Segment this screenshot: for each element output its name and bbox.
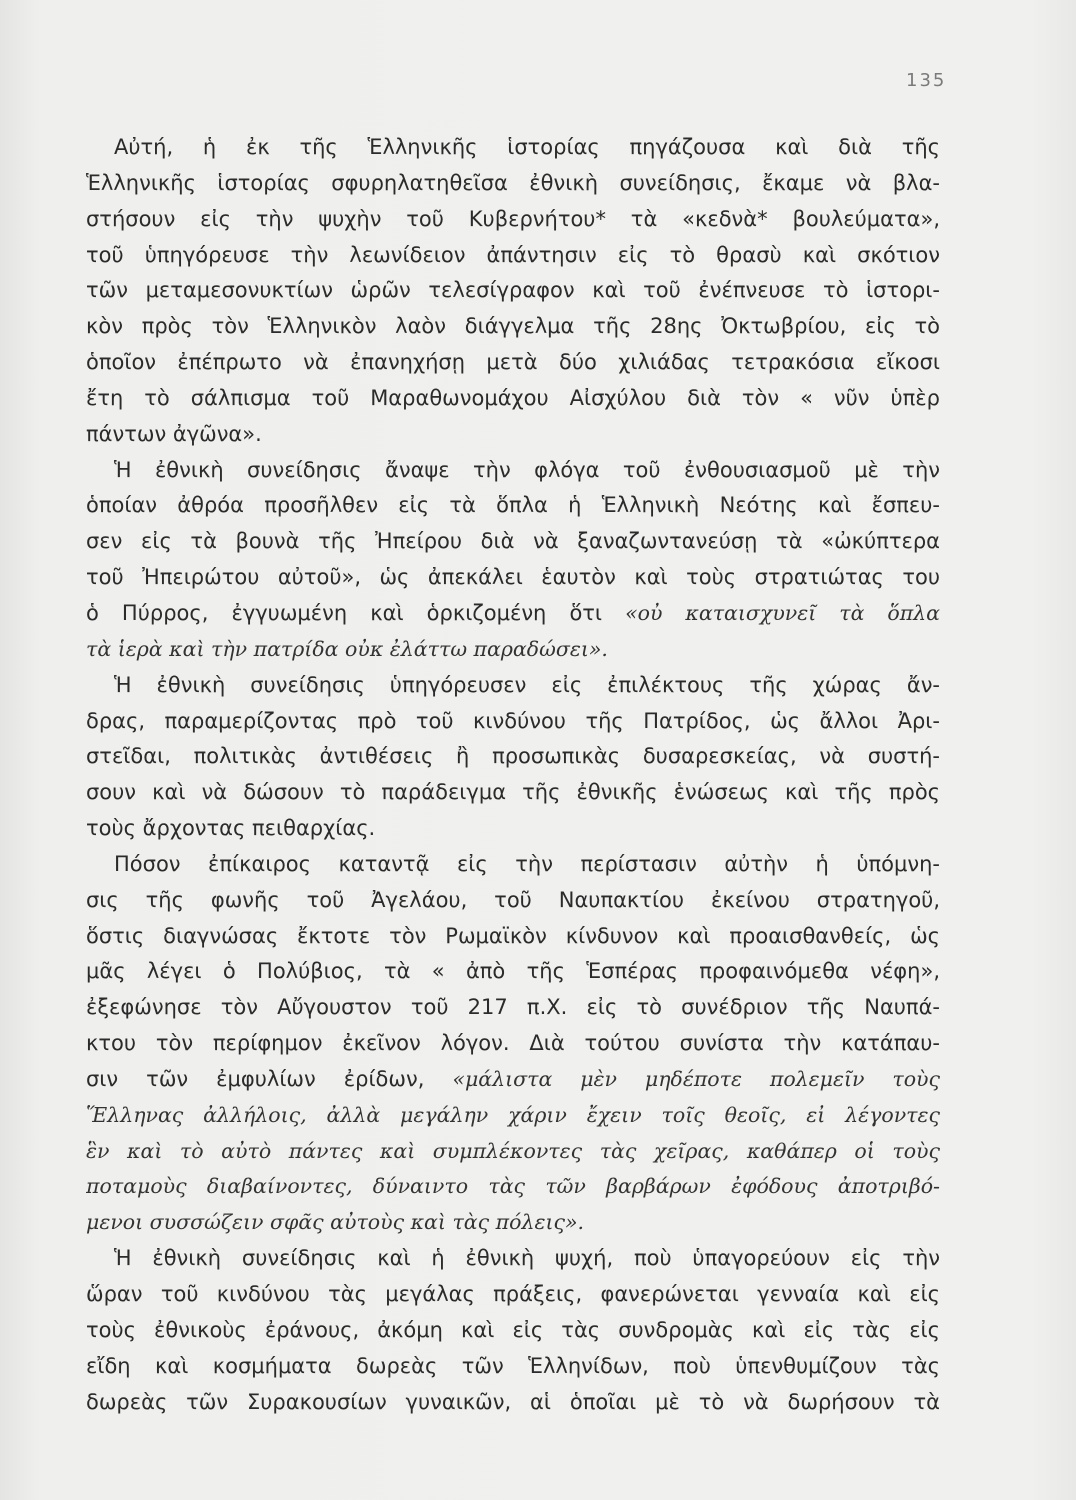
- quoted-text: «μάλιστα μὲν μηδέποτε πολεμεῖν τοὺς: [452, 1066, 940, 1091]
- line-text: Ἡ ἐθνικὴ συνείδησις ἄναψε τὴν φλόγα τοῦ ἐνθουσιασμοῦ μὲ τὴν: [114, 457, 940, 482]
- text-line: [86, 919, 940, 955]
- quoted-text: ποταμοὺς διαβαίνοντες, δύναιντο τὰς τῶν βαρβάρων ἐφόδους ἀποτριβό-: [86, 1174, 940, 1199]
- text-line: [86, 130, 940, 166]
- line-text: τοὺς ἄρχοντας πειθαρχίας.: [86, 816, 376, 841]
- line-text: ὁποίαν ἀθρόα προσῆλθεν εἰς τὰ ὅπλα ἡ Ἑλληνικὴ Νεότης καὶ ἔσπευ-: [86, 493, 940, 518]
- text-line: [86, 811, 940, 847]
- line-text: σις τῆς φωνῆς τοῦ Ἀγελάου, τοῦ Ναυπακτίου ἐκείνου στρατηγοῦ,: [86, 887, 940, 912]
- line-text: ὥραν τοῦ κινδύνου τὰς μεγάλας πράξεις, φανερώνεται γενναία καὶ εἰς: [86, 1282, 940, 1306]
- text-line: [86, 1349, 940, 1385]
- line-text: μᾶς λέγει ὁ Πολύβιος, τὰ « ἀπὸ τῆς Ἑσπέρας προφαινόμεθα νέφη»,: [86, 959, 940, 984]
- line-text: σεν εἰς τὰ βουνὰ τῆς Ἠπείρου διὰ νὰ ξαναζωντανεύσῃ τὰ «ὠκύπτερα: [86, 529, 940, 554]
- text-line: [86, 488, 940, 524]
- quoted-text: Ἕλληνας ἀλλήλοις, ἀλλὰ μεγάλην χάριν ἔχειν τοῖς θεοῖς, εἰ λέγοντες: [86, 1102, 940, 1127]
- quoted-text: ἓν καὶ τὸ αὐτὸ πάντες καὶ συμπλέκοντες τὰς χεῖρας, καθάπερ οἱ τοὺς: [86, 1138, 940, 1163]
- page-number: 135: [906, 70, 947, 91]
- text-line: [86, 1385, 940, 1421]
- text-line: [86, 1169, 940, 1205]
- text-line: [86, 1205, 940, 1241]
- text-line: [86, 1241, 940, 1277]
- line-text: Αὐτή, ἡ ἐκ τῆς Ἑλληνικῆς ἱστορίας πηγάζουσα καὶ διὰ τῆς: [114, 135, 940, 159]
- paragraph: [86, 668, 940, 847]
- line-text: τοῦ Ἠπειρώτου αὐτοῦ», ὡς ἀπεκάλει ἑαυτὸν καὶ τοὺς στρατιώτας του: [86, 565, 940, 590]
- paragraph: [86, 130, 940, 453]
- line-text: ἐξεφώνησε τὸν Αὔγουστον τοῦ 217 π.Χ. εἰς τὸ συνέδριον τῆς Ναυπά-: [86, 995, 940, 1020]
- line-text: τῶν μεταμεσονυκτίων ὡρῶν τελεσίγραφον καὶ τοῦ ἐνέπνευσε τὸ ἱστορι-: [86, 278, 940, 303]
- line-text: τοῦ ὑπηγόρευσε τὴν λεωνίδειον ἀπάντησιν εἰς τὸ θρασὺ καὶ σκότιον: [86, 242, 940, 267]
- line-text: Ἡ ἐθνικὴ συνείδησις ὑπηγόρευσεν εἰς ἐπιλέκτους τῆς χώρας ἄν-: [114, 672, 940, 697]
- text-line: [86, 596, 940, 632]
- line-text: δρας, παραμερίζοντας πρὸ τοῦ κινδύνου τῆς Πατρίδος, ὡς ἄλλοι Ἀρι-: [86, 708, 940, 733]
- page-body-text: [86, 130, 940, 1420]
- text-line: [86, 883, 940, 919]
- text-line: [86, 1062, 940, 1098]
- text-line: [86, 954, 940, 990]
- text-line: [86, 847, 940, 883]
- line-text: πάντων ἀγῶνα».: [86, 421, 262, 446]
- text-line: [86, 775, 940, 811]
- text-line: [86, 453, 940, 489]
- line-text: ὁποῖον ἐπέπρωτο νὰ ἐπανηχήσῃ μετὰ δύο χιλιάδας τετρακόσια εἴκοσι: [86, 350, 940, 375]
- line-text: Ἡ ἐθνικὴ συνείδησις καὶ ἡ ἐθνικὴ ψυχή, ποὺ ὑπαγορεύουν εἰς τὴν: [114, 1246, 940, 1271]
- text-line: [86, 560, 940, 596]
- text-line: [86, 632, 940, 668]
- line-text: κτου τὸν περίφημον ἐκεῖνον λόγον. Διὰ τούτου συνίστα τὴν κατάπαυ-: [86, 1031, 940, 1056]
- text-line: [86, 381, 940, 417]
- paragraph: [86, 1241, 940, 1420]
- line-text: κὸν πρὸς τὸν Ἑλληνικὸν λαὸν διάγγελμα τῆς 28ης Ὀκτωβρίου, εἰς τὸ: [86, 314, 940, 339]
- line-text: Ἑλληνικῆς ἱστορίας σφυρηλατηθεῖσα ἐθνικὴ συνείδησις, ἔκαμε νὰ βλα-: [86, 170, 940, 195]
- line-text: σουν καὶ νὰ δώσουν τὸ παράδειγμα τῆς ἐθνικῆς ἑνώσεως καὶ τῆς πρὸς: [86, 780, 940, 805]
- paragraph: [86, 453, 940, 668]
- quoted-text: «οὐ καταισχυνεῖ τὰ ὅπλα: [625, 600, 940, 625]
- text-line: [86, 345, 940, 381]
- line-text: τοὺς ἐθνικοὺς ἐράνους, ἀκόμη καὶ εἰς τὰς συνδρομὰς καὶ εἰς τὰς εἰς: [86, 1317, 940, 1342]
- text-line: [86, 524, 940, 560]
- quoted-text: μενοι συσσώζειν σφᾶς αὐτοὺς καὶ τὰς πόλεις».: [86, 1210, 585, 1235]
- text-line: [86, 990, 940, 1026]
- text-line: [86, 1134, 940, 1170]
- line-text: εἴδη καὶ κοσμήματα δωρεὰς τῶν Ἑλληνίδων, ποὺ ὑπενθυμίζουν τὰς: [86, 1353, 940, 1378]
- text-line: [86, 1277, 940, 1313]
- line-text: στεῖδαι, πολιτικὰς ἀντιθέσεις ἢ προσωπικὰς δυσαρεσκείας, νὰ συστή-: [86, 744, 940, 769]
- text-line: [86, 238, 940, 274]
- text-line: [86, 273, 940, 309]
- text-line: [86, 417, 940, 453]
- text-line: [86, 1098, 940, 1134]
- text-line: [86, 202, 940, 238]
- text-line: [86, 309, 940, 345]
- paragraph: [86, 847, 940, 1241]
- line-text: δωρεὰς τῶν Συρακουσίων γυναικῶν, αἱ ὁποῖαι μὲ τὸ νὰ δωρήσουν τὰ: [86, 1389, 940, 1414]
- line-text: στήσουν εἰς τὴν ψυχὴν τοῦ Κυβερνήτου* τὰ «κεδνὰ* βουλεύματα»,: [86, 206, 940, 231]
- text-line: [86, 166, 940, 202]
- text-line: [86, 704, 940, 740]
- line-text: ὅστις διαγνώσας ἔκτοτε τὸν Ρωμαϊκὸν κίνδυνον καὶ προαισθανθείς, ὡς: [86, 923, 940, 948]
- text-line: [86, 1313, 940, 1349]
- line-text: σιν τῶν ἐμφυλίων ἐρίδων,: [86, 1066, 453, 1091]
- text-line: [86, 739, 940, 775]
- quoted-text: τὰ ἱερὰ καὶ τὴν πατρίδα οὐκ ἐλάττω παραδώσει».: [86, 636, 608, 661]
- line-text: Πόσον ἐπίκαιρος καταντᾷ εἰς τὴν περίστασιν αὐτὴν ἡ ὑπόμνη-: [114, 851, 940, 876]
- line-text: ὁ Πύρρος, ἐγγυωμένη καὶ ὁρκιζομένη ὅτι: [86, 600, 626, 625]
- line-text: ἔτη τὸ σάλπισμα τοῦ Μαραθωνομάχου Αἰσχύλου διὰ τὸν « νῦν ὑπὲρ: [86, 385, 940, 410]
- text-line: [86, 668, 940, 704]
- text-line: [86, 1026, 940, 1062]
